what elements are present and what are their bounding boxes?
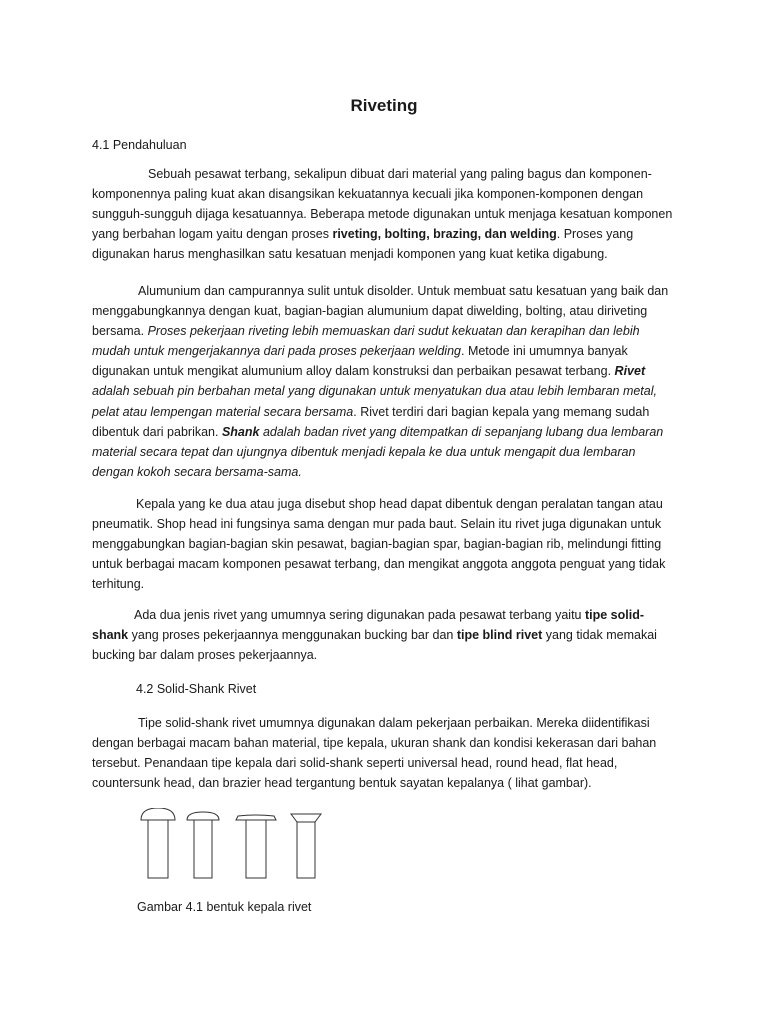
rivet-round-head [187, 812, 219, 878]
rivet-universal-head [141, 808, 175, 878]
document-title: Riveting [350, 96, 418, 115]
figure-caption: Gambar 4.1 bentuk kepala rivet [137, 900, 312, 914]
paragraph-5: Tipe solid-shank rivet umumnya digunakan dalam pekerjaan perbaikan. Mereka diidentifikasi dengan berbagai macam bahan material, tipe kepala, ukuran shank dan kondisi kekerasan dari bahan tersebut. Penandaan tipe kepala dari solid-shank seperti universal head, round head, flat head, countersunk head, dan brazier head tergantung bentuk sayatan kepalanya ( lihat gambar). [92, 716, 657, 791]
paragraph-1: Sebuah pesawat terbang, sekalipun dibuat dari material yang paling bagus dan komponen-komponennya paling kuat akan disangsikan kekuatannya kecuali jika komponen-komponen dengan sungguh-sungguh dijaga kesatuannya. Beberapa metode digunakan untuk menjaga kesatuan komponen yang berbahan logam yaitu dengan proses riveting, bolting, brazing, dan welding. Proses yang digunakan harus menghasilkan satu kesatuan menjadi komponen yang kuat ketika digabung. [92, 167, 673, 262]
section-heading-pendahuluan: 4.1 Pendahuluan [92, 138, 187, 152]
paragraph-3: Kepala yang ke dua atau juga disebut shop head dapat dibentuk dengan peralatan tangan atau pneumatik. Shop head ini fungsinya sama dengan mur pada baut. Selain itu rivet juga digunakan untuk menggabungkan bagian-bagian skin pesawat, bagian-bagian spar, bagian-bagian rib, melindungi fitting untuk berbagai macam komponen pesawat terbang, dan mengikat anggota anggota penguat yang tidak terhitung. [92, 497, 666, 592]
rivet-brazier-head [236, 815, 276, 878]
rivet-countersunk-head [291, 814, 321, 878]
rivet-head-figure [138, 808, 338, 884]
paragraph-2: Alumunium dan campurannya sulit untuk disolder. Untuk membuat satu kesatuan yang baik dan menggabungkannya dengan kuat, bagian-bagian alumunium dapat diwelding, bolting, atau diriveting bersama. Proses pekerjaan riveting lebih memuaskan dari sudut kekuatan dan kerapihan dan lebih mudah untuk mengerjakannya dari pada proses pekerjaan welding. Metode ini umumnya banyak digunakan untuk mengikat alumunium alloy dalam konstruksi dan perbaikan pesawat terbang. Rivet adalah sebuah pin berbahan metal yang digunakan untuk menyatukan dua atau lebih lembaran metal, pelat atau lempengan material secara bersama. Rivet terdiri dari bagian kepala yang memang sudah dibentuk dari pabrikan. Shank adalah badan rivet yang ditempatkan di sepanjang lubang dua lembaran material secara tepat dan ujungnya dibentuk menjadi kepala ke dua untuk mengapit dua lembaran dengan kokoh secara bersama-sama. [92, 284, 669, 479]
section-heading-solid-shank: 4.2 Solid-Shank Rivet [136, 682, 257, 696]
paragraph-4: Ada dua jenis rivet yang umumnya sering digunakan pada pesawat terbang yaitu tipe solid-shank yang proses pekerjaannya menggunakan bucking bar dan tipe blind rivet yang tidak memakai bucking bar dalam proses pekerjaannya. [92, 608, 657, 663]
